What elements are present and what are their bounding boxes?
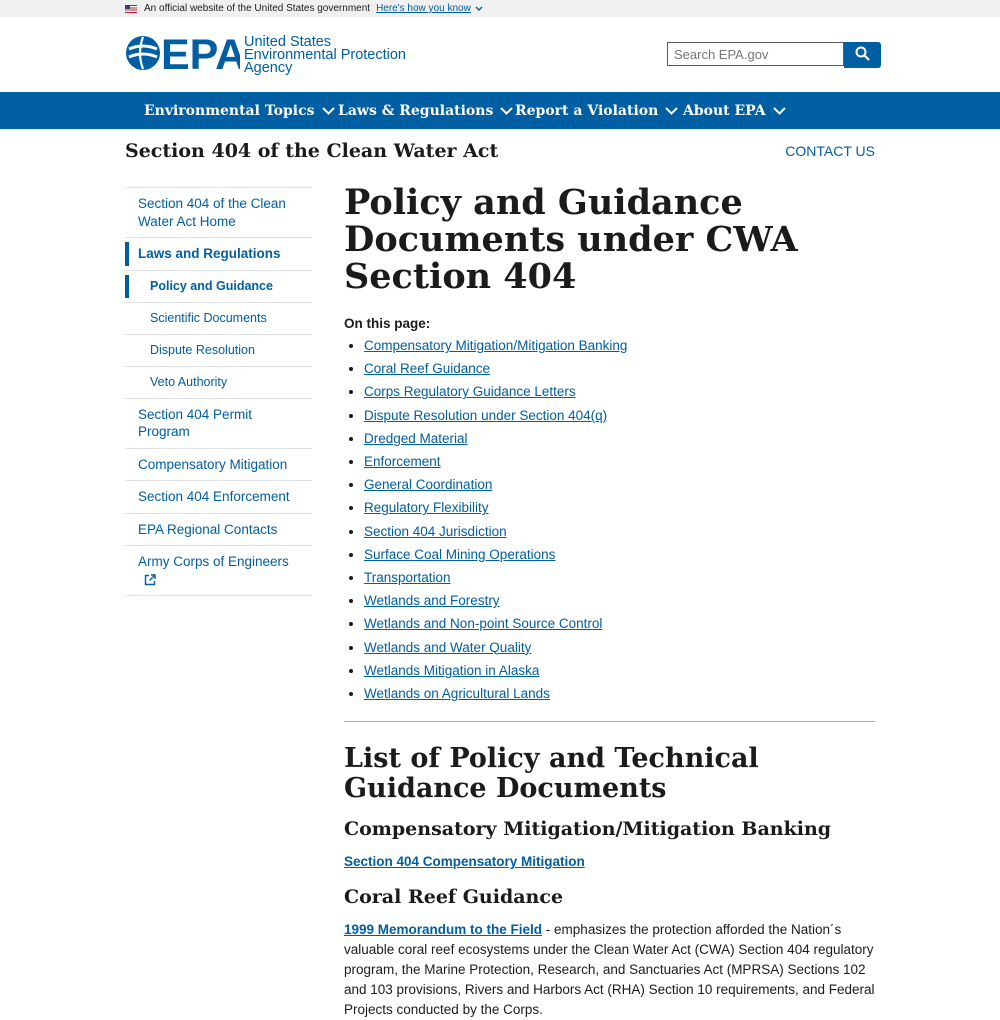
chevron-down-icon: [322, 107, 335, 115]
otp-link[interactable]: Wetlands Mitigation in Alaska: [364, 662, 540, 678]
list-item: [364, 427, 875, 450]
search-form: [667, 42, 881, 68]
doc-description: - emphasizes the protection afforded the Nation´s valuable coral reef ecosystems under the Clean Water Act (CWA) Section 404 regulatory program, the Marine Protection, Research, and Sanctuaries Act (MPRSA) Sections 102 and 103 provisions, Rivers and Harbors Act (RHA) Section 10 requirements, and Federal Projects conducted by the Corps.: [344, 922, 875, 1018]
sidenav-item-army-corps[interactable]: [125, 546, 312, 596]
otp-link[interactable]: General Coordination: [364, 477, 493, 493]
gov-banner-text: An official website of the United States government: [144, 3, 371, 14]
doc-link-1999-memorandum[interactable]: 1999 Memorandum to the Field: [344, 922, 543, 938]
otp-link[interactable]: Surface Coal Mining Operations: [364, 546, 556, 562]
agency-line-3: Agency: [244, 60, 293, 76]
main-content: [344, 184, 875, 1020]
page-title: Policy and Guidance Documents under CWA Section 404: [344, 182, 798, 297]
section-body-coral-reef: [344, 920, 875, 1020]
agency-line-1: United States: [244, 34, 332, 50]
list-item: [364, 520, 875, 543]
nav-about-epa[interactable]: [683, 92, 786, 129]
search-input[interactable]: [667, 42, 844, 66]
otp-link[interactable]: Regulatory Flexibility: [364, 500, 489, 516]
otp-link[interactable]: Corps Regulatory Guidance Letters: [364, 384, 576, 400]
sidenav: [125, 187, 312, 596]
otp-link[interactable]: Coral Reef Guidance: [364, 361, 491, 377]
nav-label: Report a Violation: [515, 102, 659, 119]
list-item: [364, 612, 875, 635]
sidenav-item-scientific-documents[interactable]: Scientific Documents: [125, 303, 312, 335]
nav-environmental-topics[interactable]: [144, 92, 335, 129]
sidenav-item-permit-program[interactable]: Section 404 Permit Program: [125, 399, 312, 449]
sidenav-item-veto-authority[interactable]: Veto Authority: [125, 367, 312, 399]
otp-link[interactable]: Compensatory Mitigation/Mitigation Banking: [364, 338, 628, 353]
epa-logo-mark: [125, 35, 240, 75]
list-item: [364, 473, 875, 496]
epa-logo[interactable]: [125, 35, 406, 75]
chevron-down-icon: [665, 107, 678, 115]
section-heading-mitigation: Compensatory Mitigation/Mitigation Banking: [344, 818, 832, 841]
nav-label: Laws & Regulations: [338, 102, 494, 119]
otp-link[interactable]: Transportation: [364, 570, 451, 586]
chevron-down-icon: [773, 107, 786, 115]
sidenav-item-home[interactable]: Section 404 of the Clean Water Act Home: [125, 188, 312, 238]
main-nav: [0, 92, 1000, 129]
sidenav-item-regional-contacts[interactable]: EPA Regional Contacts: [125, 514, 312, 547]
list-item: [364, 380, 875, 403]
external-link-icon: [144, 574, 156, 586]
on-this-page-label: On this page:: [344, 316, 431, 331]
otp-link[interactable]: Wetlands on Agricultural Lands: [364, 686, 550, 702]
otp-link[interactable]: Section 404 Jurisdiction: [364, 523, 507, 539]
otp-link[interactable]: Wetlands and Forestry: [364, 593, 500, 609]
sidenav-item-policy-guidance[interactable]: Policy and Guidance: [125, 271, 312, 303]
list-heading: List of Policy and Technical Guidance Documents: [344, 743, 759, 805]
otp-link[interactable]: Enforcement: [364, 454, 441, 470]
on-this-page-list: [344, 334, 875, 705]
search-icon: [855, 46, 870, 64]
sidenav-item-compensatory-mitigation[interactable]: Compensatory Mitigation: [125, 449, 312, 482]
list-item: [364, 589, 875, 612]
contact-us-link[interactable]: CONTACT US: [785, 143, 875, 159]
chevron-down-icon: [500, 107, 513, 115]
site-header: [0, 17, 1000, 92]
chevron-down-icon[interactable]: [475, 4, 483, 14]
sidenav-item-label: Army Corps of Engineers: [138, 554, 289, 569]
list-item: [364, 566, 875, 589]
epa-logo-letters: EPA: [161, 35, 240, 75]
agency-name: [244, 36, 406, 75]
section-body-mitigation: [344, 852, 875, 872]
otp-link[interactable]: Wetlands and Non-point Source Control: [364, 616, 603, 632]
list-item: [364, 357, 875, 380]
otp-link[interactable]: Wetlands and Water Quality: [364, 639, 532, 655]
list-item: [364, 496, 875, 519]
otp-link[interactable]: Dispute Resolution under Section 404(q): [364, 407, 608, 423]
us-flag-icon: [125, 5, 137, 13]
nav-label: Environmental Topics: [144, 102, 315, 119]
gov-banner: [0, 0, 1000, 17]
nav-label: About EPA: [683, 102, 766, 119]
section-title: Section 404 of the Clean Water Act: [125, 140, 499, 162]
divider: [344, 721, 875, 722]
nav-report-violation[interactable]: [515, 92, 678, 129]
list-item: [364, 404, 875, 427]
nav-laws-regulations[interactable]: [338, 92, 513, 129]
list-item: [364, 682, 875, 705]
gov-banner-link[interactable]: Here's how you know: [376, 3, 471, 14]
sidenav-item-laws-regulations[interactable]: Laws and Regulations: [125, 238, 312, 271]
list-item: [364, 659, 875, 682]
sidenav-item-dispute-resolution[interactable]: Dispute Resolution: [125, 335, 312, 367]
doc-link-compensatory-mitigation[interactable]: Section 404 Compensatory Mitigation: [344, 854, 585, 870]
sidenav-item-enforcement[interactable]: Section 404 Enforcement: [125, 481, 312, 514]
section-heading-coral-reef: Coral Reef Guidance: [344, 886, 564, 909]
otp-link[interactable]: Dredged Material: [364, 430, 468, 446]
list-item: [364, 636, 875, 659]
agency-line-2: Environmental Protection: [244, 47, 406, 63]
list-item: [364, 334, 875, 357]
list-item: [364, 450, 875, 473]
list-item: [364, 543, 875, 566]
search-button[interactable]: [844, 42, 881, 68]
